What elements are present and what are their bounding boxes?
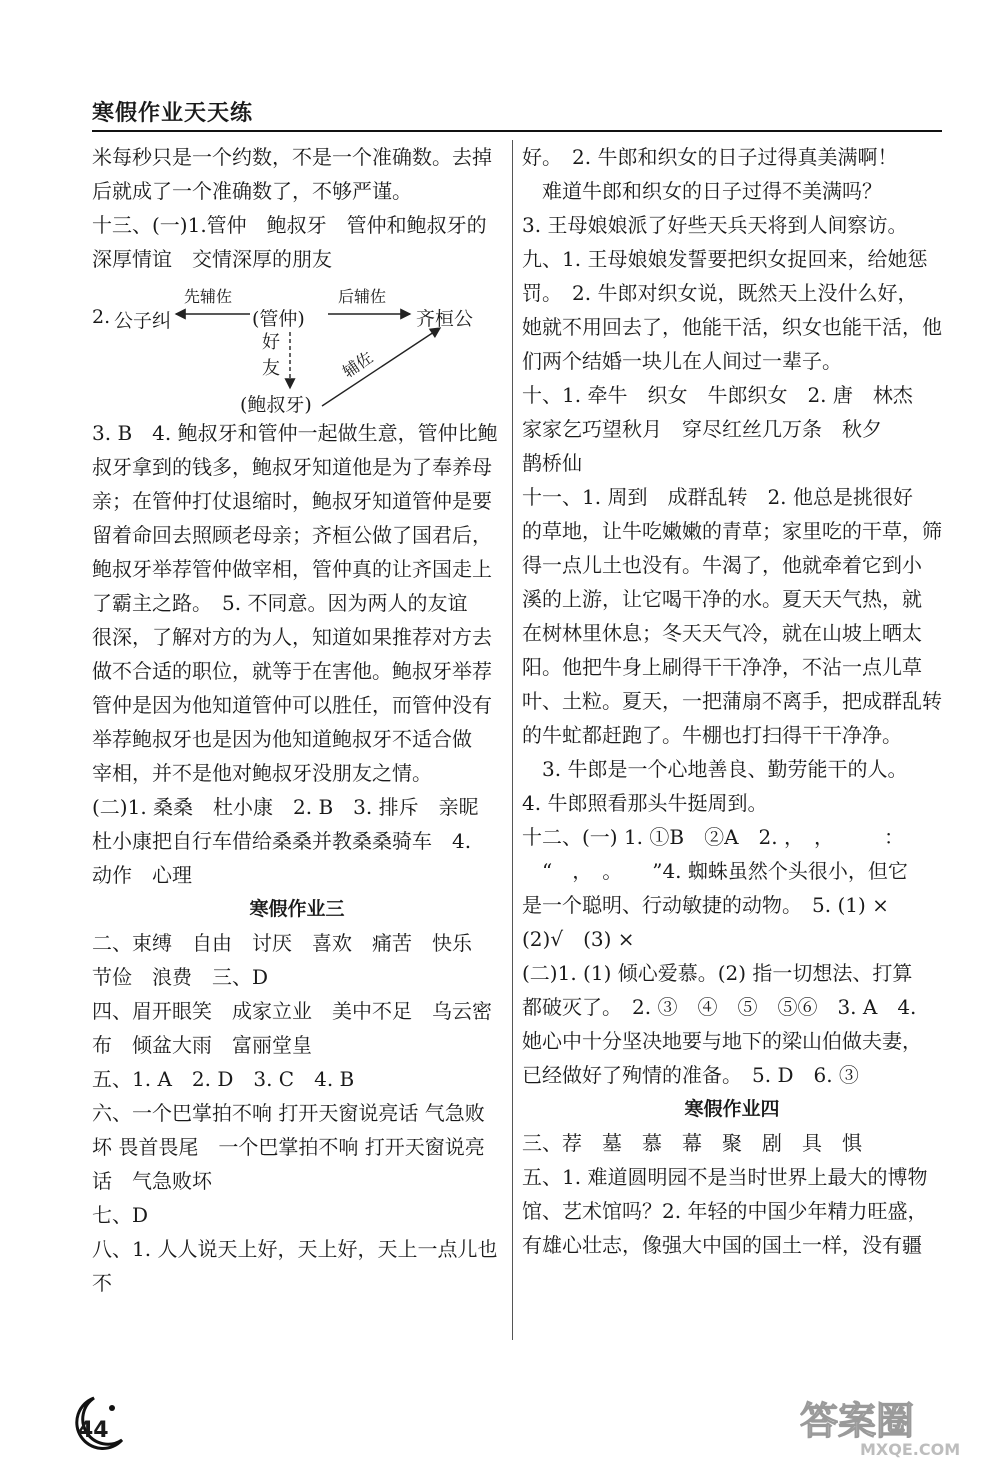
header-rule bbox=[92, 130, 942, 132]
text-line: 十、1. 牵牛 织女 牛郎织女 2. 唐 林杰 bbox=[522, 383, 913, 407]
text-line: (二)1. 桑桑 杜小康 2. B 3. 排斥 亲昵 bbox=[92, 795, 479, 819]
text-line: (二)1. (1) 倾心爱慕。(2) 指一切想法、打算 bbox=[522, 961, 913, 985]
text-line: 十一、1. 周到 成群乱转 2. 他总是挑很好 bbox=[522, 485, 913, 509]
text-line: 三、荐 墓 慕 幕 聚 剧 具 惧 bbox=[522, 1131, 862, 1155]
text-line: 3. 牛郎是一个心地善良、勤劳能干的人。 bbox=[522, 757, 908, 781]
right-lines-a bbox=[522, 140, 942, 1092]
left-lines-c bbox=[92, 926, 502, 1300]
text-line: 话 气急败坏 bbox=[92, 1169, 212, 1193]
text-line: 得一点儿土也没有。牛渴了，他就牵着它到小 bbox=[522, 553, 922, 577]
left-lines-a bbox=[92, 140, 502, 276]
text-line: 二、束缚 自由 讨厌 喜欢 痛苦 快乐 bbox=[92, 931, 472, 955]
text-line: 都破灭了。 2. ③ ④ ⑤ ⑤⑥ 3. A 4. bbox=[522, 995, 917, 1019]
text-line: 阳。他把牛身上刷得干干净净，不沾一点儿草 bbox=[522, 655, 922, 679]
diagram-node-right: 齐桓公 bbox=[416, 308, 474, 330]
diagram-node-left: 公子纠 bbox=[114, 310, 172, 332]
text-line: 溪的上游，让它喝干净的水。夏天天气热，就 bbox=[522, 587, 922, 611]
text-line: 十三、(一)1.管仲 鲍叔牙 管仲和鲍叔牙的 bbox=[92, 213, 487, 237]
text-line: “ ， 。 ”4. 蜘蛛虽然个头很小，但它 bbox=[522, 859, 908, 883]
text-line: 在树林里休息；冬天天气冷，就在山坡上晒太 bbox=[522, 621, 922, 645]
text-line: 的牛虻都赶跑了。牛棚也打扫得干干净净。 bbox=[522, 723, 902, 747]
diagram-label-vertical: 好友 bbox=[262, 332, 280, 379]
text-line: 们两个结婚一块儿在人间过一辈子。 bbox=[522, 349, 842, 373]
diagram-label-right: 后辅佐 bbox=[338, 287, 387, 306]
text-line: 后就成了一个准确数了，不够严谨。 bbox=[92, 179, 412, 203]
text-line: 八、1. 人人说天上好，天上好，天上一点儿也不 bbox=[92, 1237, 498, 1295]
section-title-homework-4: 寒假作业四 bbox=[684, 1098, 780, 1120]
diagram-node-bottom: (鲍叔牙) bbox=[240, 394, 312, 416]
text-line: 3. B 4. 鲍叔牙和管仲一起做生意，管仲比鲍 bbox=[92, 421, 498, 445]
text-line: 很深，了解对方的为人，知道如果推荐对方去 bbox=[92, 625, 492, 649]
text-line: 留着命回去照顾老母亲；齐桓公做了国君后， bbox=[92, 523, 492, 547]
text-line: 节俭 浪费 三、D bbox=[92, 965, 269, 989]
left-lines-b bbox=[92, 416, 502, 892]
page-header-title: 寒假作业天天练 bbox=[92, 101, 254, 126]
text-line: 深厚情谊 交情深厚的朋友 bbox=[92, 247, 332, 271]
text-line: 四、眉开眼笑 成家立业 美中不足 乌云密 bbox=[92, 999, 492, 1023]
text-line: 六、一个巴掌拍不响 打开天窗说亮话 气急败 bbox=[92, 1101, 485, 1125]
text-line: 好。 2. 牛郎和织女的日子过得真美满啊！ bbox=[522, 145, 898, 169]
right-column bbox=[522, 140, 942, 1262]
text-line: 鲍叔牙举荐管仲做宰相，管仲真的让齐国走上 bbox=[92, 557, 492, 581]
text-line: 已经做好了殉情的准备。 5. D 6. ③ bbox=[522, 1063, 859, 1087]
text-line: 叔牙拿到的钱多，鲍叔牙知道他是为了奉养母 bbox=[92, 455, 492, 479]
text-line: 了霸主之路。 5. 不同意。因为两人的友谊 bbox=[92, 591, 468, 615]
text-line: 叶、土粒。夏天，一把蒲扇不离手，把成群乱转 bbox=[522, 689, 942, 713]
relationship-diagram bbox=[92, 276, 502, 416]
diagram-node-center: (管仲) bbox=[252, 308, 305, 330]
text-line: 五、1. A 2. D 3. C 4. B bbox=[92, 1067, 355, 1091]
text-line: 米每秒只是一个约数，不是一个准确数。去掉 bbox=[92, 145, 492, 169]
text-line: 亲；在管仲打仗退缩时，鲍叔牙知道管仲是要 bbox=[92, 489, 492, 513]
page-number: 44 bbox=[78, 1418, 109, 1443]
watermark-text: 答案圈 bbox=[800, 1399, 915, 1443]
text-line: 做不合适的职位，就等于在害他。鲍叔牙举荐 bbox=[92, 659, 492, 683]
text-line: 家家乞巧望秋月 穿尽红丝几万条 秋夕 bbox=[522, 417, 882, 441]
diagram-label-diagonal: 辅佐 bbox=[339, 347, 377, 382]
text-line: 动作 心理 bbox=[92, 863, 192, 887]
text-line: 罚。 2. 牛郎对织女说，既然天上没什么好， bbox=[522, 281, 918, 305]
text-line: 十二、(一) 1. ①B ②A 2. ， ， ： bbox=[522, 825, 904, 849]
text-line: 管仲是因为他知道管仲可以胜任，而管仲没有 bbox=[92, 693, 492, 717]
section-title-homework-3: 寒假作业三 bbox=[249, 898, 345, 920]
text-line: 4. 牛郎照看那头牛挺周到。 bbox=[522, 791, 768, 815]
text-line: 3. 王母娘娘派了好些天兵天将到人间察访。 bbox=[522, 213, 908, 237]
text-line: 坏 畏首畏尾 一个巴掌拍不响 打开天窗说亮 bbox=[92, 1135, 485, 1159]
text-line: 她心中十分坚决地要与地下的梁山伯做夫妻， bbox=[522, 1029, 922, 1053]
text-line: 馆、艺术馆吗？2. 年轻的中国少年精力旺盛， bbox=[522, 1199, 928, 1223]
text-line: 九、1. 王母娘娘发誓要把织女捉回来，给她惩 bbox=[522, 247, 928, 271]
text-line: 五、1. 难道圆明园不是当时世界上最大的博物 bbox=[522, 1165, 928, 1189]
diagram-label-left: 先辅佐 bbox=[184, 287, 233, 306]
watermark-url: MXQE.COM bbox=[860, 1440, 961, 1459]
text-line: 布 倾盆大雨 富丽堂皇 bbox=[92, 1033, 312, 1057]
text-line: 杜小康把自行车借给桑桑并教桑桑骑车 4. bbox=[92, 829, 472, 853]
text-line: 七、D bbox=[92, 1203, 149, 1227]
text-line: 宰相，并不是他对鲍叔牙没朋友之情。 bbox=[92, 761, 432, 785]
watermark-logo bbox=[800, 1394, 950, 1446]
text-line: 鹊桥仙 bbox=[522, 451, 582, 475]
text-line: (2)√ (3) × bbox=[522, 927, 635, 951]
column-divider bbox=[512, 140, 513, 1340]
text-line: 难道牛郎和织女的日子过得不美满吗？ bbox=[522, 179, 882, 203]
left-column bbox=[92, 140, 502, 1300]
text-line: 是一个聪明、行动敏捷的动物。 5. (1) × bbox=[522, 893, 889, 917]
text-line: 她就不用回去了，他能干活，织女也能干活，他 bbox=[522, 315, 942, 339]
right-lines-b bbox=[522, 1126, 942, 1262]
text-line: 有雄心壮志，像强大中国的国土一样，没有疆 bbox=[522, 1233, 922, 1257]
diagram-number: 2. bbox=[92, 306, 111, 328]
text-line: 举荐鲍叔牙也是因为他知道鲍叔牙不适合做 bbox=[92, 727, 472, 751]
text-line: 的草地，让牛吃嫩嫩的青草；家里吃的干草，筛 bbox=[522, 519, 942, 543]
